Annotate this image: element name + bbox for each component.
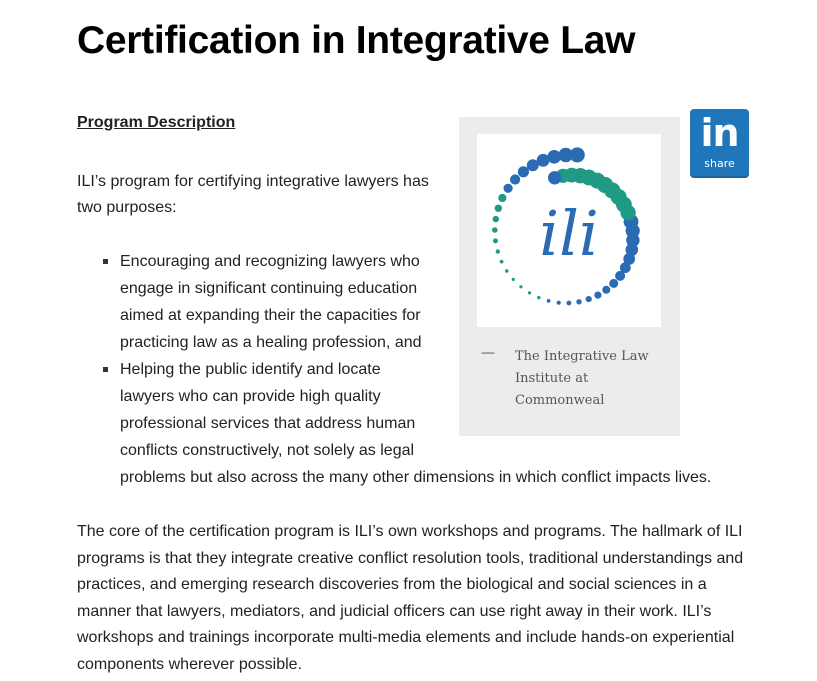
logo-dot [496, 249, 500, 253]
logo-dot [586, 296, 592, 302]
figure-caption: The Integrative Law Institute at Commonweal [515, 349, 649, 408]
list-item-text: Helping the public identify and locate lawyers who can provide high quality professional services that address human conflicts constructively, not solely as legal [120, 361, 416, 459]
logo-dot [498, 194, 506, 202]
intro-paragraph: ILI’s program for certifying integrative lawyers has two purposes: [77, 173, 429, 216]
linkedin-icon: in [700, 111, 739, 155]
logo-dot [495, 205, 502, 212]
logo-dot [504, 184, 513, 193]
logo-dot [510, 174, 520, 184]
page-title: Certification in Integrative Law [77, 19, 636, 62]
logo-dot [547, 150, 561, 164]
logo-dot [527, 159, 539, 171]
logo-dot [528, 291, 531, 294]
ili-logo-graphic [477, 134, 661, 327]
linkedin-share-button[interactable] [690, 109, 749, 178]
logo-dot [500, 260, 504, 264]
list-item-text: Encouraging and recognizing lawyers who engage in significant continuing education aimed at expanding their the capacities for practicing law as a healing profession, and [120, 253, 422, 351]
logo-dot [512, 278, 515, 281]
caption-dash: — [481, 345, 495, 361]
logo-dot [594, 292, 601, 299]
list-item-text-continued: problems but also across the many other dimensions in which conflict impacts lives. [120, 469, 712, 486]
share-label: share [704, 157, 735, 170]
section-heading: Program Description [77, 114, 236, 131]
logo-dot [567, 301, 572, 306]
bullet-icon [103, 367, 108, 372]
logo-dot [602, 286, 610, 294]
core-paragraph: The core of the certification program is ILI’s own workshops and programs. The hallmark of ILI programs is that they integrate creative conflict resolution tools, traditional understandings and practices, and emerging research discoveries from the biological and social sciences in a manner that lawyers, mediators, and judicial officers can use right away in their work. ILI’s workshops and trainings incorporate multi-media elements and include hands-on experiential components wherever possible. [77, 523, 744, 673]
logo-dot [493, 216, 499, 222]
logo-dot [609, 279, 618, 288]
logo-dot [505, 269, 509, 273]
logo-dot [547, 299, 551, 303]
logo-dot [537, 296, 540, 299]
logo-dot [518, 166, 529, 177]
logo-dot [557, 301, 561, 305]
ili-logo [477, 134, 661, 327]
logo-dot [519, 285, 522, 288]
logo-dot [492, 227, 498, 233]
logo-dot [576, 299, 581, 304]
logo-figure [459, 117, 680, 436]
logo-text: ili [539, 197, 599, 270]
logo-dot [548, 171, 561, 184]
bullet-icon [103, 259, 108, 264]
logo-dot [493, 238, 498, 243]
